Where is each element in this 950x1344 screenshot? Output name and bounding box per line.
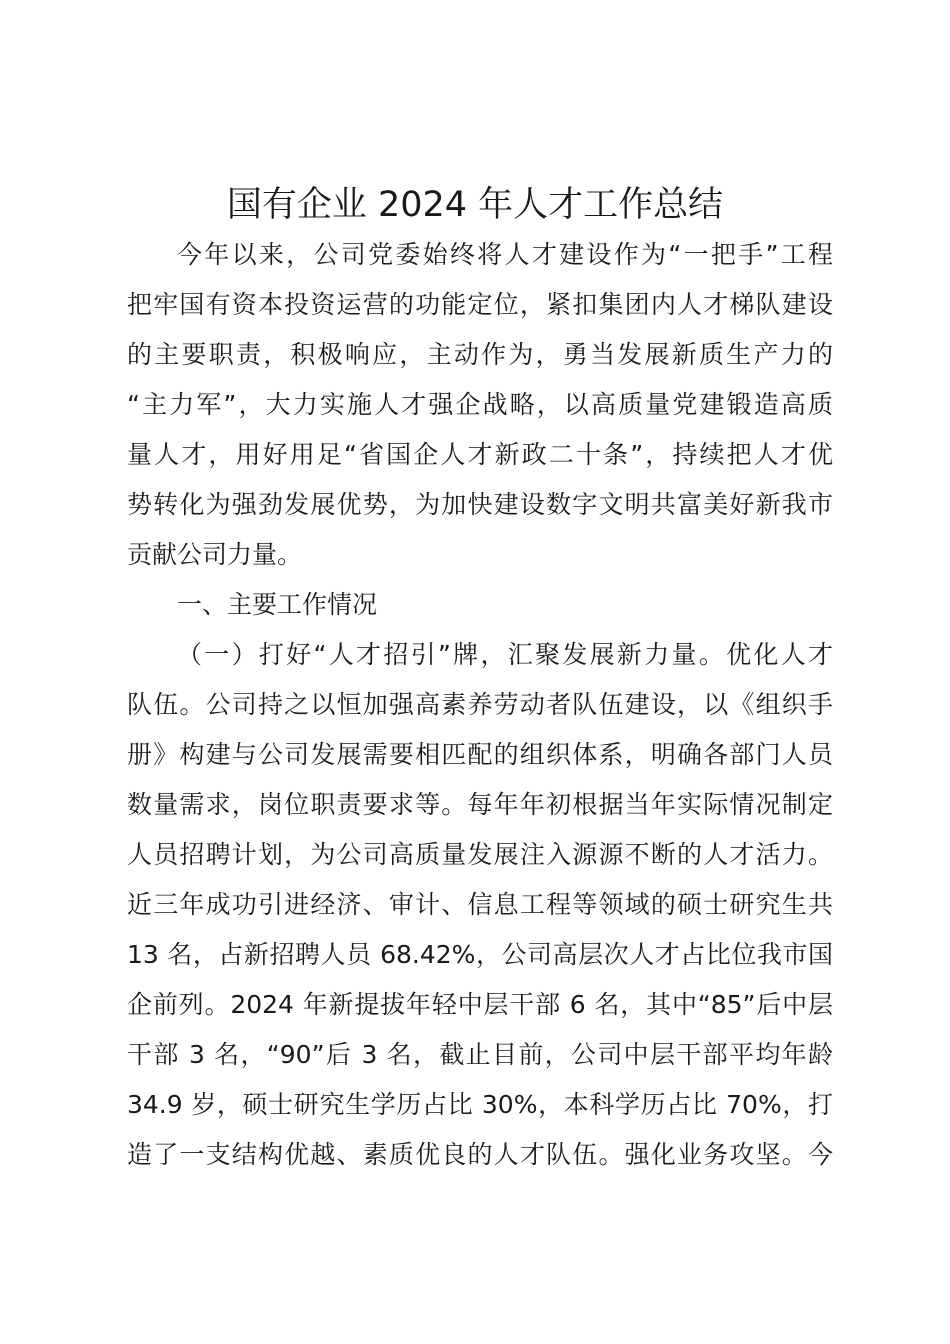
paragraph-2-line-6: 近三年成功引进经济、审计、信息工程等领域的硕士研究生共 [127, 890, 833, 919]
paragraph-1-line-3: 的主要职责，积极响应，主动作为，勇当发展新质生产力的 [127, 340, 833, 369]
paragraph-1-line-2: 把牢国有资本投资运营的功能定位，紧扣集团内人才梯队建设 [127, 290, 833, 319]
paragraph-1-line-7: 贡献公司力量。 [127, 540, 303, 569]
paragraph-2-line-5: 人员招聘计划，为公司高质量发展注入源源不断的人才活力。 [127, 840, 833, 869]
paragraph-1-line-5: 量人才，用好用足“省国企人才新政二十条”，持续把人才优 [127, 440, 833, 469]
paragraph-2-line-11: 造了一支结构优越、素质优良的人才队伍。强化业务攻坚。今 [127, 1140, 833, 1169]
paragraph-2-line-3: 册》构建与公司发展需要相匹配的组织体系，明确各部门人员 [127, 740, 833, 769]
paragraph-2-line-10: 34.9 岁，硕士研究生学历占比 30%，本科学历占比 70%，打 [127, 1090, 833, 1119]
paragraph-2-line-2: 队伍。公司持之以恒加强高素养劳动者队伍建设，以《组织手 [127, 690, 833, 719]
paragraph-2-line-1: （一）打好“人才招引”牌，汇聚发展新力量。优化人才 [177, 640, 833, 669]
paragraph-2-line-9: 干部 3 名，“90”后 3 名，截止目前，公司中层干部平均年龄 [127, 1040, 833, 1069]
paragraph-1-line-1: 今年以来，公司党委始终将人才建设作为“一把手”工程 [177, 240, 833, 269]
paragraph-1-line-6: 势转化为强劲发展优势，为加快建设数字文明共富美好新我市 [127, 490, 833, 519]
paragraph-2-line-8: 企前列。2024 年新提拔年轻中层干部 6 名，其中“85”后中层 [127, 990, 833, 1019]
section-heading: 一、主要工作情况 [177, 590, 378, 619]
paragraph-2-line-4: 数量需求，岗位职责要求等。每年年初根据当年实际情况制定 [127, 790, 833, 819]
document-title: 国有企业 2024 年人才工作总结 [226, 185, 724, 225]
paragraph-2-line-7: 13 名，占新招聘人员 68.42%，公司高层次人才占比位我市国 [127, 940, 833, 969]
paragraph-1-line-4: “主力军”，大力实施人才强企战略，以高质量党建锻造高质 [127, 390, 833, 419]
